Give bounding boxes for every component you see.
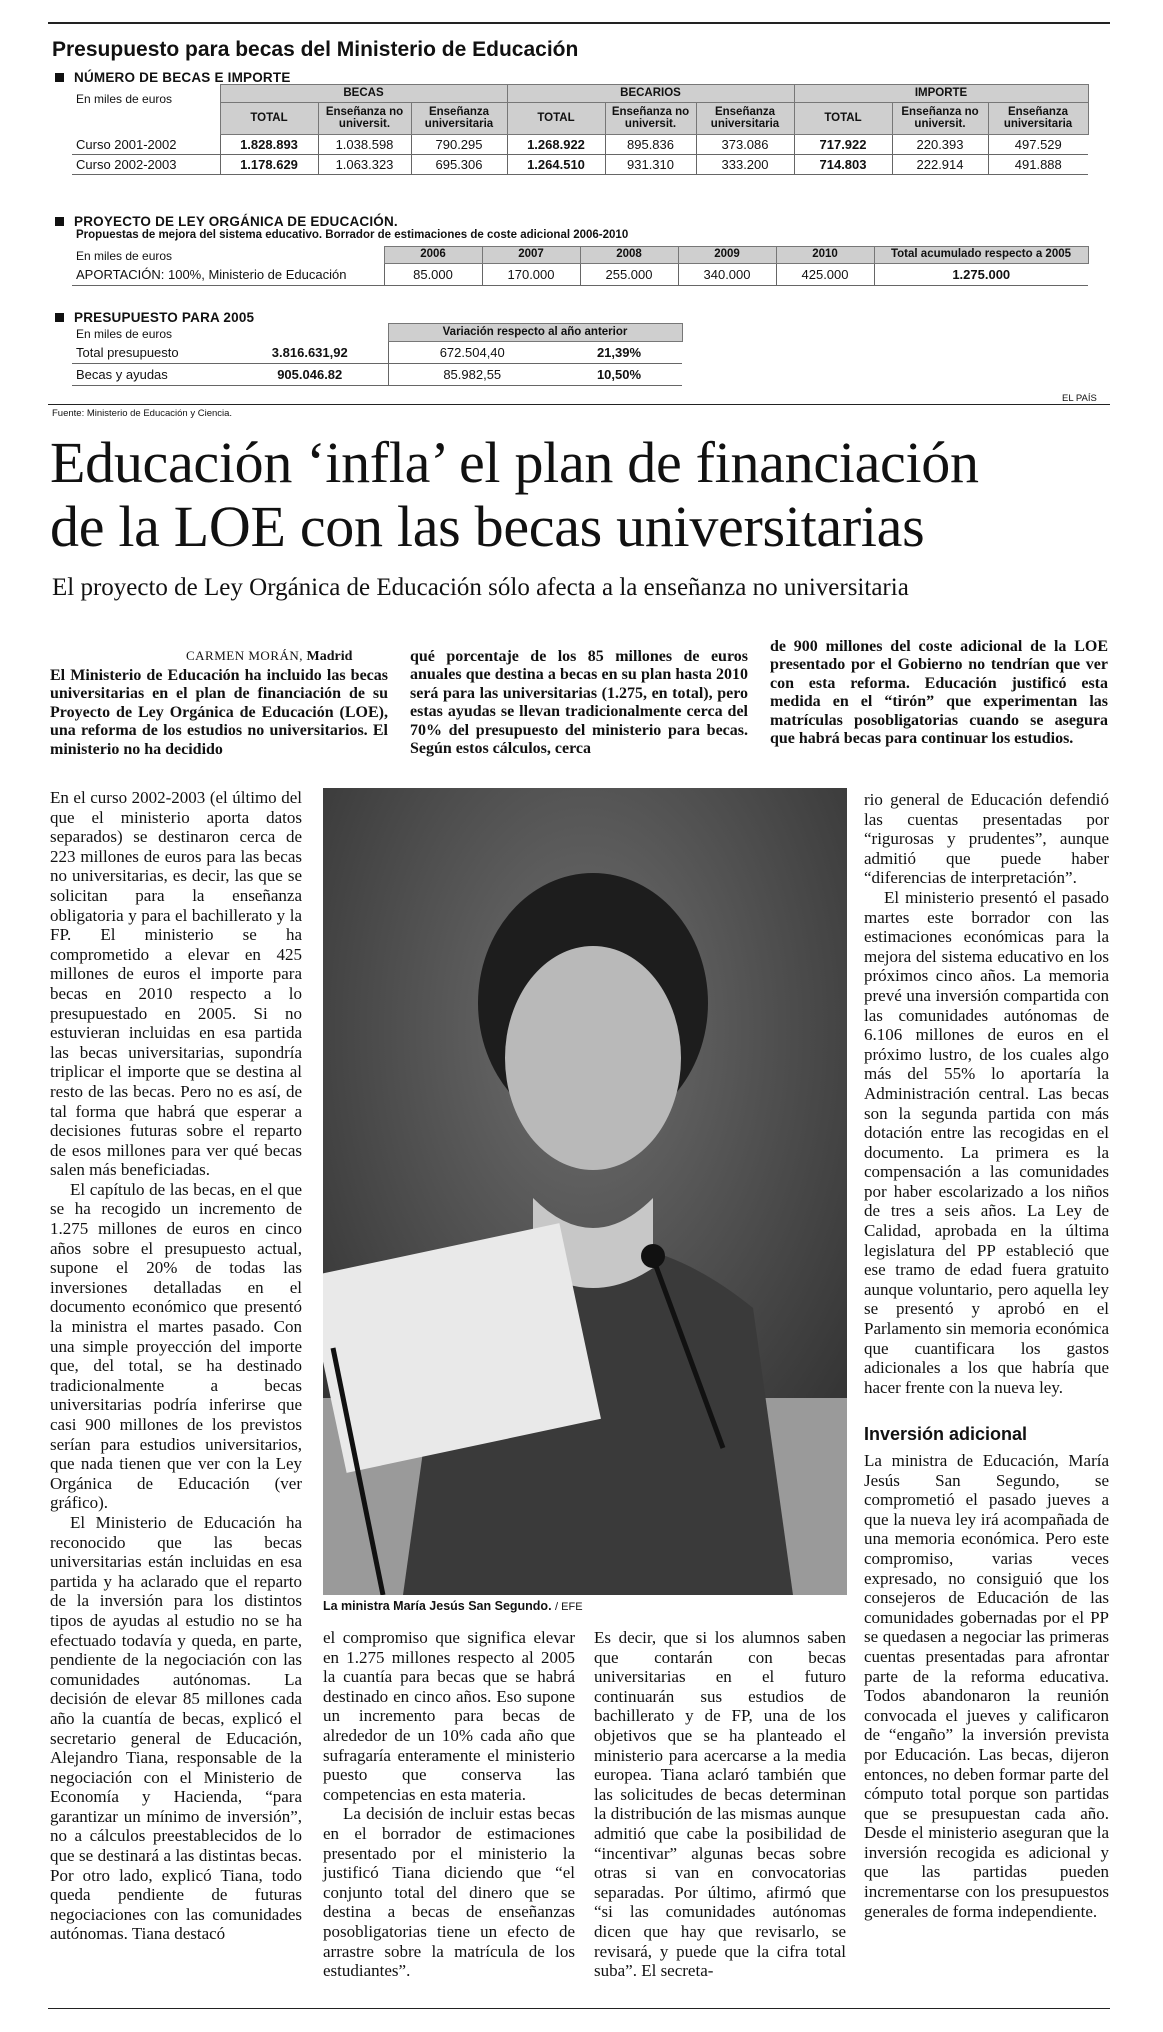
- byline-author: CARMEN MORÁN,: [186, 648, 304, 663]
- cell: 931.310: [605, 155, 696, 175]
- paragraph: El ministerio presentó el pasado martes este borrador con las estimaciones económicas para la mejora del sistema educativo en los próximos cinco años. La memoria prevé una inversión compartida con las comunidades autónomas de 6.106 millones de euros en el próximo lustro, de los cuales algo más del 55% lo aportaría la Administración central. Las becas son la segunda partida con más dotación entre las recogidas en el documento. La primera es la compensación a las comunidades por haber escolarizado a los niños de tres a seis años. La Ley de Calidad, aprobada en la última legislatura del PP estableció que ese tramo de edad fuera gratuito aunque voluntario, pero aquella ley se presentó y aprobó en el Parlamento sin memoria económica que cuantificara los gastos adicionales a los que habría que hacer frente con la nueva ley.: [864, 887, 1109, 1397]
- cell: 1.264.510: [507, 155, 605, 175]
- subheader: TOTAL: [507, 103, 605, 135]
- year-header: 2009: [678, 247, 776, 264]
- cell: 1.828.893: [220, 135, 318, 155]
- unit-label: En miles de euros: [76, 327, 173, 341]
- cell: 695.306: [411, 155, 507, 175]
- lead-column-2: [410, 648, 748, 758]
- caption-text: La ministra María Jesús San Segundo.: [323, 1599, 552, 1613]
- table-row: [72, 364, 682, 386]
- subheader: Enseñanza no universit.: [318, 103, 411, 135]
- cell: 340.000: [678, 264, 776, 286]
- graphic-title: Presupuesto para becas del Ministerio de Educación: [52, 38, 579, 61]
- table-row: [72, 155, 1088, 175]
- photo-caption: [323, 1599, 583, 1613]
- headline-line-1: Educación ‘infla’ el plan de financiación: [50, 430, 979, 495]
- cell: 222.914: [892, 155, 988, 175]
- row-label: APORTACIÓN: 100%, Ministerio de Educación: [72, 264, 384, 286]
- paragraph: rio general de Educación defendió las cuentas presentadas por “rigurosas y prudentes”, aunque admitió que puede haber “diferencias de interpretación”.: [864, 790, 1109, 888]
- cell: 425.000: [776, 264, 874, 286]
- intertitle: Inversión adicional: [864, 1424, 1028, 1445]
- row-label: Total presupuesto: [72, 342, 232, 364]
- cell: 3.816.631,92: [232, 342, 388, 364]
- cell: 373.086: [696, 135, 794, 155]
- group-header-becarios: BECARIOS: [507, 85, 794, 103]
- cell: 895.836: [605, 135, 696, 155]
- body-column-1: [50, 788, 302, 1944]
- year-header: 2007: [482, 247, 580, 264]
- byline-place: Madrid: [306, 649, 353, 664]
- subheader: Enseñanza universitaria: [411, 103, 507, 135]
- source-note: Fuente: Ministerio de Educación y Ciencia.: [52, 408, 233, 419]
- lead-column-3: [770, 638, 1108, 748]
- cell: 10,50%: [556, 364, 682, 386]
- lead-column-1: [50, 667, 388, 759]
- headline-line-2: de la LOE con las becas universitarias: [50, 494, 925, 559]
- paragraph: el compromiso que significa elevar en 1.275 millones respecto al 2005 la cuantía para becas que se habrá destinado en cinco años. Eso supone un incremento para becas de alrededor de un 10% cada año que sufragaría enteramente el ministerio puesto que conserva las competencias en esta materia.: [323, 1628, 575, 1804]
- cell: 790.295: [411, 135, 507, 155]
- cell: 21,39%: [556, 342, 682, 364]
- cell: 1.038.598: [318, 135, 411, 155]
- subheader: TOTAL: [220, 103, 318, 135]
- group-header-becas: BECAS: [220, 85, 507, 103]
- subheader: Enseñanza universitaria: [696, 103, 794, 135]
- cell: 491.888: [988, 155, 1088, 175]
- paragraph: Es decir, que si los alumnos saben que contarán con becas universitarias en el futuro continuarán sus estudios de bachillerato y de FP, una de los objetivos que se ha planteado el ministerio para acercarse a la media europea. Tiana aclaró también que las solicitudes de becas determinan la distribución de las mismas aunque admitió que cabe la posibilidad de “incentivar” algunas becas sobre otras si van en convocatorias separadas. Por último, afirmó que “si las comunidades autónomas dicen que hay que revisarlo, se revisará, y puede que la cifra total suba”. El secreta-: [594, 1628, 846, 1981]
- lead-paragraph: El Ministerio de Educación ha incluido las becas universitarias en el plan de financiación de su Proyecto de Ley Orgánica de Educación (LOE), una reforma de los estudios no universitarios. El ministerio no ha decidido: [50, 667, 388, 758]
- cell: 672.504,40: [388, 342, 556, 364]
- byline: [186, 648, 352, 665]
- cell: 170.000: [482, 264, 580, 286]
- year-header: 2008: [580, 247, 678, 264]
- becas-table: [72, 84, 1089, 175]
- section-heading-becas: NÚMERO DE BECAS E IMPORTE: [55, 70, 291, 85]
- cell: 333.200: [696, 155, 794, 175]
- cell: 1.275.000: [874, 264, 1088, 286]
- cell: 1.178.629: [220, 155, 318, 175]
- paragraph: La ministra de Educación, María Jesús San Segundo, se comprometió el pasado jueves a que la nueva ley irá acompañada de una memoria económica. Pero este compromiso, varias veces expresado, no consiguió que los consejeros de Educación de las comunidades gobernadas por el PP se quedasen a negociar las primeras cuentas presentadas para afrontar parte de la reforma educativa. Todos abandonaron la reunión convocada el jueves y calificaron de “engaño” la inversión prevista por Educación. Las becas, dijeron entonces, no deben formar parte del cómputo total porque son partidas que se presupuestan cada año. Desde el ministerio aseguran que la inversión recogida es adicional y que las partidas pueden incrementarse con los presupuestos generales de forma independiente.: [864, 1451, 1109, 1921]
- year-header: 2006: [384, 247, 482, 264]
- lead-paragraph: de 900 millones del coste adicional de la LOE presentado por el Gobierno no tendrían que ver con esta reforma. Educación justificó esta medida en el “tirón” que experimentan las matrículas posobligatorias cuando se asegura que habrá becas para continuar los estudios.: [770, 638, 1108, 748]
- photo-illustration: [323, 788, 847, 1595]
- cell: 717.922: [794, 135, 892, 155]
- unit-label: En miles de euros: [76, 92, 173, 106]
- subheader: Enseñanza universitaria: [988, 103, 1088, 135]
- cell: 714.803: [794, 155, 892, 175]
- section-subheading: Propuestas de mejora del sistema educativo. Borrador de estimaciones de coste adicional 2006-2010: [76, 229, 629, 241]
- subheader: Enseñanza no universit.: [892, 103, 988, 135]
- section-heading-presupuesto: PRESUPUESTO PARA 2005: [55, 310, 254, 325]
- variation-header: Variación respecto al año anterior: [388, 324, 682, 342]
- table-row: [72, 264, 1088, 286]
- cell: 497.529: [988, 135, 1088, 155]
- table-row: [72, 135, 1088, 155]
- loe-table: [72, 246, 1089, 286]
- cell: 1.268.922: [507, 135, 605, 155]
- photo-minister: [323, 788, 847, 1595]
- cell: 220.393: [892, 135, 988, 155]
- body-column-3: [594, 1628, 846, 1981]
- caption-credit: / EFE: [555, 1601, 583, 1613]
- body-column-2: [323, 1628, 575, 1981]
- row-label: Curso 2001-2002: [72, 135, 220, 155]
- table-row: [72, 342, 682, 364]
- cell: 905.046.82: [232, 364, 388, 386]
- graphic-credit: EL PAÍS: [1062, 393, 1097, 404]
- group-header-importe: IMPORTE: [794, 85, 1088, 103]
- paragraph: La decisión de incluir estas becas en el borrador de estimaciones presentado por el ministerio la justificó Tiana diciendo que “el conjunto total del dinero que se destina a becas de enseñanzas posobligatorias tiene un efecto de arrastre sobre la matrícula de los estudiantes”.: [323, 1804, 575, 1981]
- subheader: TOTAL: [794, 103, 892, 135]
- body-column-4: [864, 790, 1109, 1921]
- lead-paragraph: qué porcentaje de los 85 millones de euros anuales que destina a becas en su plan hasta 2010 será para las universitarias (1.275, en total), pero estas ayudas se llevan tradicionalmente cerca del 70% del presupuesto del ministerio para becas. Según estos cálculos, cerca: [410, 648, 748, 758]
- subheadline: El proyecto de Ley Orgánica de Educación sólo afecta a la enseñanza no universitaria: [52, 574, 909, 601]
- year-header: 2010: [776, 247, 874, 264]
- paragraph: En el curso 2002-2003 (el último del que el ministerio aporta datos separados) se destinaron cerca de 223 millones de euros para las becas no universitarias, es decir, las que se solicitan para la enseñanza obligatoria y para el bachillerato y la FP. El ministerio se ha comprometido a elevar en 425 millones de euros el importe para becas en 2010 respecto a lo presupuestado en 2005. Si no estuvieran incluidas en esa partida las becas universitarias, supondría triplicar el importe que se destina al resto de las becas. Pero no es así, de tal forma que habrá que esperar a decisiones futuras sobre el reparto de esos millones para ver qué becas salen más beneficiadas.: [50, 788, 302, 1180]
- row-label: Curso 2002-2003: [72, 155, 220, 175]
- paragraph: El Ministerio de Educación ha reconocido que las becas universitarias están incluidas en esa partida y ha aclarado que el reparto de la inversión para los distintos tipos de ayudas al estudio no se ha efectuado todavía y queda, en parte, pendiente de la negociación con las comunidades autónomas. La decisión de elevar 85 millones cada año la cuantía de becas, explicó el secretario general de Educación, Alejandro Tiana, responsable de la negociación con el Ministerio de Economía y Hacienda, “para garantizar un mínimo de inversión”, no a cálculos preestablecidos de lo que se destinará a las distintas becas. Por otro lado, explicó Tiana, todo queda pendiente de futuras negociaciones con las comunidades autónomas. Tiana destacó: [50, 1512, 302, 1944]
- row-label: Becas y ayudas: [72, 364, 232, 386]
- subheader: Enseñanza no universit.: [605, 103, 696, 135]
- cell: 85.982,55: [388, 364, 556, 386]
- paragraph: El capítulo de las becas, en el que se ha recogido un incremento de 1.275 millones de euros en cinco años sobre el presupuesto actual, supone el 20% de todas las inversiones detalladas en el documento económico que presentó la ministra el martes pasado. Con una simple proyección del importe que, del total, se ha destinado tradicionalmente a becas universitarias podría inferirse que casi 900 millones de los previstos serían para estudios universitarios, que nada tienen que ver con la Ley Orgánica de Educación (ver gráfico).: [50, 1179, 302, 1513]
- presupuesto-table: [72, 323, 683, 386]
- total-header: Total acumulado respecto a 2005: [874, 247, 1088, 264]
- cell: 1.063.323: [318, 155, 411, 175]
- cell: 255.000: [580, 264, 678, 286]
- cell: 85.000: [384, 264, 482, 286]
- unit-label: En miles de euros: [76, 249, 173, 263]
- section-heading-loe: PROYECTO DE LEY ORGÁNICA DE EDUCACIÓN.: [55, 214, 398, 229]
